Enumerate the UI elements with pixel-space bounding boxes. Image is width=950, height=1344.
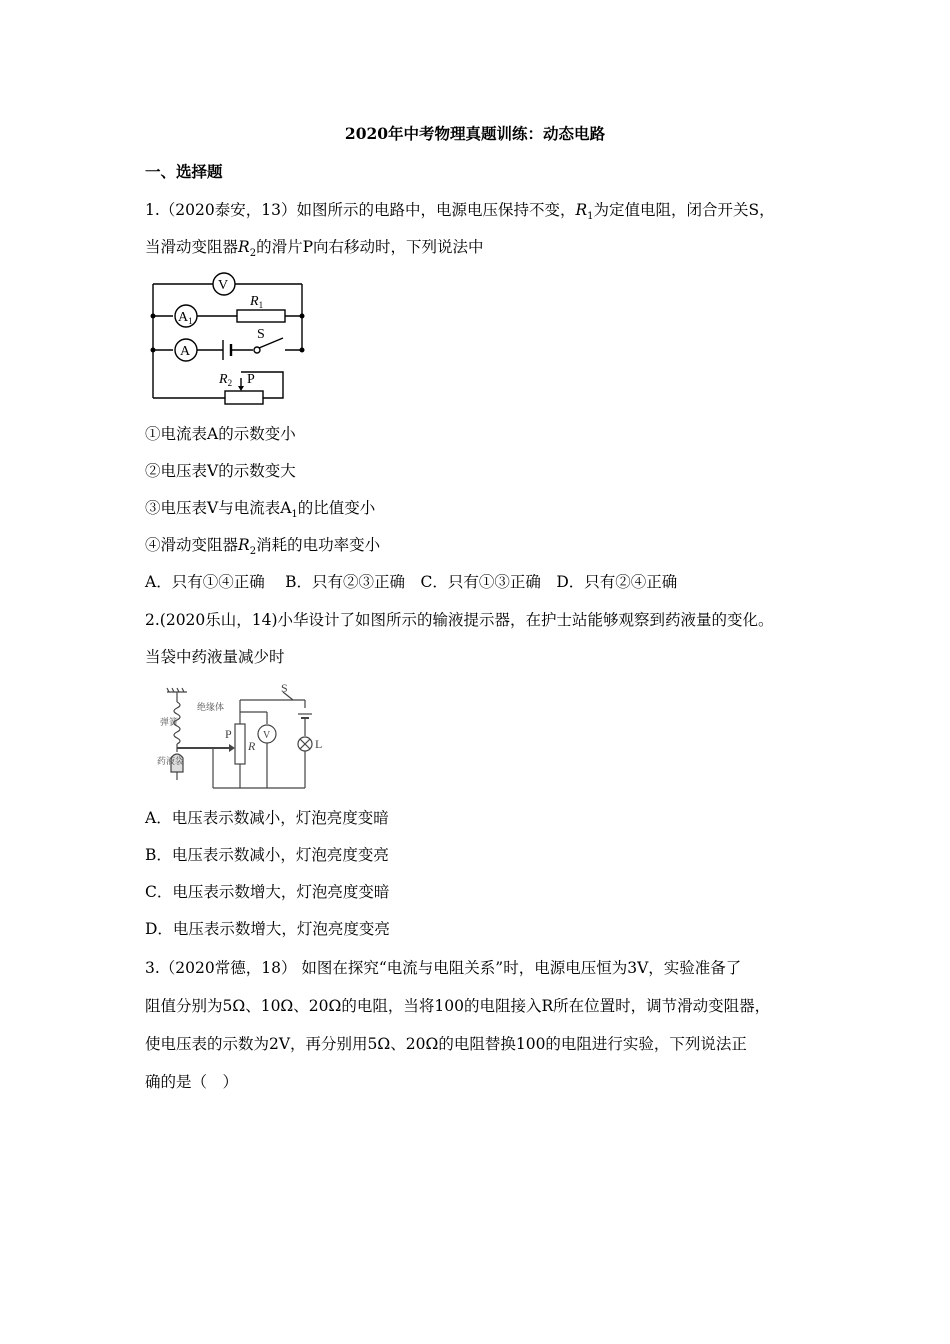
svg-text:R: R [248,739,256,753]
q2-stem-line2: 当袋中药液量减少时 [145,648,285,666]
svg-text:药液袋: 药液袋 [157,757,185,767]
q3-stem-line2: 阻值分别为5Ω、10Ω、20Ω的电阻，当将100的电阻接入R所在位置时，调节滑动变阻器， [145,997,771,1015]
q2-option-b: B．电压表示数减小，灯泡亮度变亮 [145,846,389,864]
q3-stem-line4: 确的是（ ） [145,1073,239,1091]
q2-stem-line1: 2.(2020乐山，14)小华设计了如图所示的输液提示器，在护士站能够观察到药液量的变化。 [145,611,774,629]
q2-option-a: A．电压表示数减小，灯泡亮度变暗 [145,809,389,827]
svg-text:P: P [247,372,255,387]
q1-stem-line2: 当滑动变阻器$R_2$的滑片P向右移动时，下列说法中 [145,238,484,260]
q1-statement-3: ③电压表V与电流表$A_1$的比值变小 [145,499,376,521]
q1-statement-2: ②电压表V的示数变大 [145,462,296,480]
q1-stem-line1: 1.（2020泰安，13）如图所示的电路中，电源电压保持不变，$R_1$为定值电阻，闭合开关S， [145,201,775,223]
q2-infusion-circuit-diagram [145,680,325,790]
q2-option-c: C．电压表示数增大，灯泡亮度变暗 [145,883,390,901]
svg-text:V: V [218,278,229,293]
q1-circuit-diagram [145,270,310,408]
svg-text:L: L [315,737,323,751]
svg-text:绝缘体: 绝缘体 [197,703,225,713]
page-title: 2020年中考物理真题训练：动态电路 [344,124,606,143]
svg-text:S: S [257,327,265,342]
svg-text:A: A [180,344,191,359]
svg-text:R2: $R_2$ [219,372,233,388]
svg-text:S: S [281,681,288,695]
svg-text:A1: $A_1$ [178,310,193,326]
q1-choices: A．只有①④正确 B．只有②③正确 C．只有①③正确 D．只有②④正确 [145,573,678,591]
svg-text:弹簧: 弹簧 [160,718,179,728]
q1-statement-4: ④滑动变阻器$R_2$消耗的电功率变小 [145,536,381,558]
section-heading: 一、选择题 [145,162,223,181]
q1-statement-1: ①电流表A的示数变小 [145,425,296,443]
svg-text:R1: $R_1$ [250,294,264,310]
svg-text:P: P [225,727,232,741]
svg-text:V: V [263,730,271,741]
q3-stem-line3: 使电压表的示数为2V，再分别用5Ω、20Ω的电阻替换100的电阻进行实验，下列说法正 [145,1035,747,1053]
q3-stem-line1: 3.（2020常德，18） 如图在探究“电流与电阻关系”时，电源电压恒为3V，实验准备了 [145,959,742,977]
q2-option-d: D．电压表示数增大，灯泡亮度变亮 [145,920,390,938]
